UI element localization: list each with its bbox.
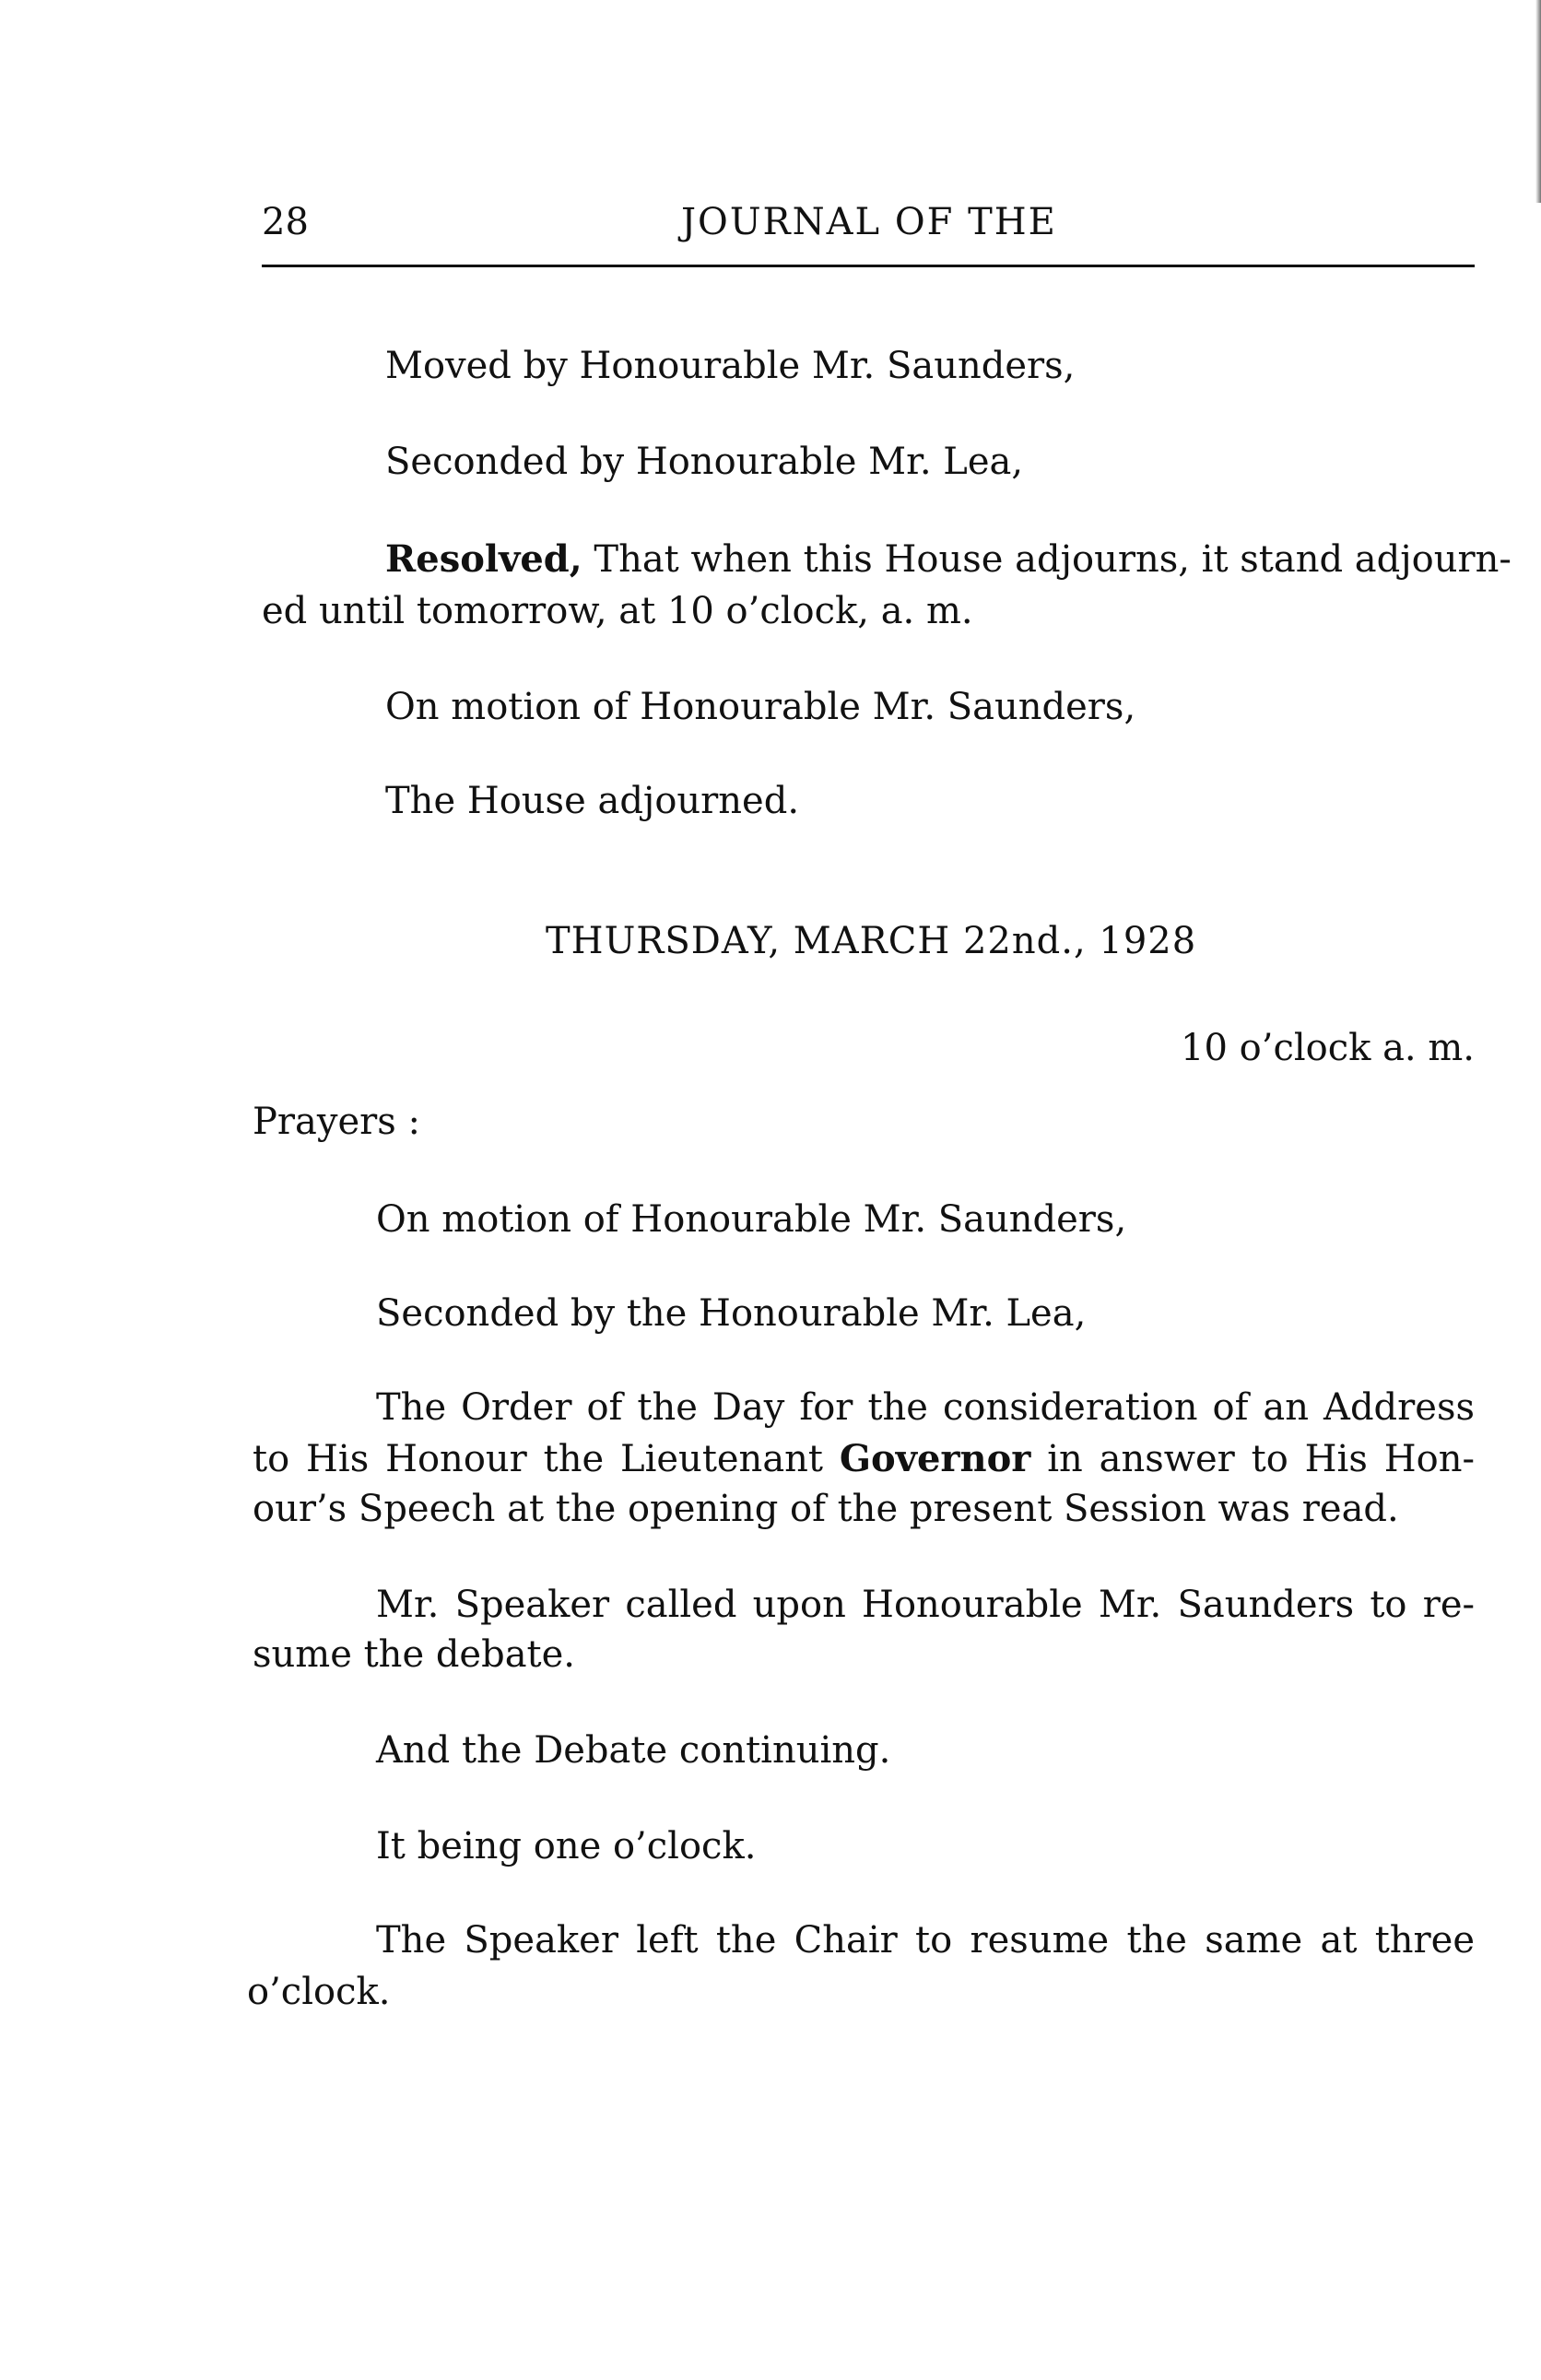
- header-rule: [262, 265, 1475, 267]
- seconded-by-line-2: Seconded by the Honourable Mr. Lea,: [376, 1292, 1087, 1335]
- resolved-paragraph-first-line: [385, 535, 1512, 584]
- order-line-2-part-a: to His Honour the Lieutenant: [253, 1438, 840, 1480]
- resolved-label: Resolved,: [385, 537, 582, 581]
- moved-by-line: Moved by Honourable Mr. Saunders,: [385, 345, 1076, 387]
- prayers-line: Prayers :: [253, 1101, 420, 1143]
- scan-edge-shadow: [1535, 0, 1541, 203]
- speaker-line-2: sume the debate.: [253, 1633, 576, 1676]
- on-motion-line: On motion of Honourable Mr. Saunders,: [385, 686, 1136, 728]
- order-line-2-bold: Governor: [839, 1437, 1031, 1480]
- order-line-2-text: [253, 1434, 1475, 1484]
- on-motion-line-2: On motion of Honourable Mr. Saunders,: [376, 1198, 1127, 1241]
- order-line-2-part-c: in answer to His Hon-: [1030, 1438, 1475, 1480]
- order-line-3: our’s Speech at the opening of the present Session was read.: [253, 1488, 1399, 1530]
- resolved-text: That when this House adjourns, it stand adjourn-: [582, 538, 1512, 581]
- page-header: [262, 197, 1475, 247]
- running-title: JOURNAL OF THE: [681, 201, 1057, 243]
- debate-continuing-line: And the Debate continuing.: [376, 1729, 891, 1772]
- house-adjourned-line: The House adjourned.: [385, 780, 800, 822]
- page-number: 28: [262, 201, 309, 243]
- left-chair-line-1-text: The Speaker left the Chair to resume the same at three: [376, 1919, 1475, 1962]
- date-heading: THURSDAY, MARCH 22nd., 1928: [546, 920, 1197, 962]
- sitting-time: 10 o’clock a. m.: [1181, 1027, 1475, 1069]
- resolved-line-2: ed until tomorrow, at 10 o’clock, a. m.: [262, 590, 973, 632]
- speaker-line-1: [376, 1580, 1475, 1630]
- order-line-2: [253, 1434, 1475, 1484]
- one-oclock-line: It being one o’clock.: [376, 1825, 757, 1867]
- left-chair-line-2: o’clock.: [247, 1971, 391, 2013]
- order-line-1-text: The Order of the Day for the consideration of an Address: [376, 1386, 1475, 1429]
- speaker-line-1-text: Mr. Speaker called upon Honourable Mr. Saunders to re-: [376, 1584, 1475, 1626]
- seconded-by-line: Seconded by Honourable Mr. Lea,: [385, 441, 1024, 483]
- order-line-1: [376, 1383, 1475, 1432]
- left-chair-line-1: [376, 1915, 1475, 1965]
- resolved-line-1: [385, 535, 1512, 584]
